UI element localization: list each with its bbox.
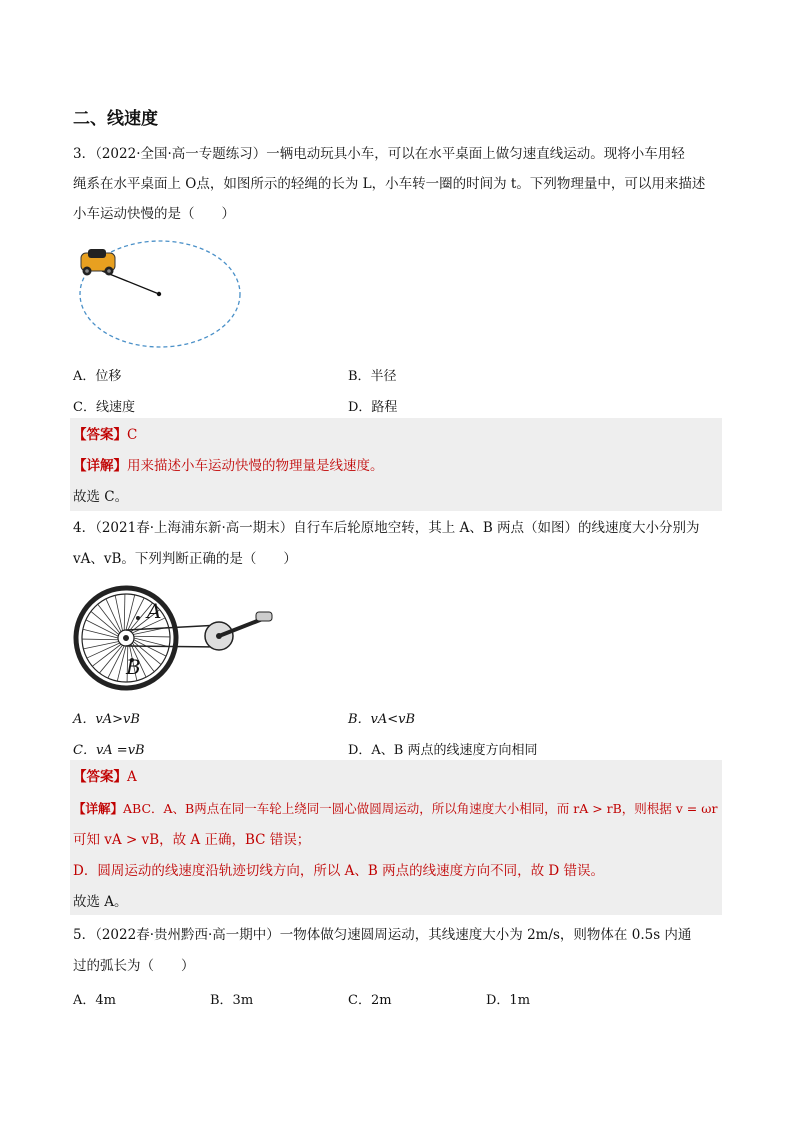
wheel-spoke [134,636,170,637]
answer-tag: 【答案】 [73,769,127,785]
q3-conclusion: 故选 C。 [73,489,129,505]
label-a: A [147,599,162,623]
answer-tag: 【答案】 [73,427,127,443]
q4-option-d: D．A、B 两点的线速度方向相同 [348,743,538,758]
q4-answer [73,767,137,787]
answer-value: A [127,769,137,785]
toy-car-icon [81,249,115,276]
wheel-spoke [92,644,121,666]
wheel-spoke [106,599,121,632]
q4-detail-3: D．圆周运动的线速度沿轨迹切线方向，所以 A、B 两点的线速度方向不同，故 D 错误。 [73,863,604,879]
wheel-spoke [98,604,120,633]
wheel-spoke [82,639,118,640]
q3-line-1: 3．（2022·全国·高一专题练习）一辆电动玩具小车，可以在水平桌面上做匀速直线运动。现将小车用轻 [73,146,685,162]
q4-detail-1 [73,799,717,819]
q3-option-d: D．路程 [348,400,398,415]
chain-bottom [126,646,220,647]
q4-conclusion: 故选 A。 [73,894,128,910]
q5-option-d: D．1m [486,993,531,1008]
wheel-spoke [115,595,122,630]
toy-car-circle-figure [72,238,248,354]
wheel-spoke [124,594,125,630]
wheel-spoke [83,641,118,648]
detail-text-1: ABC．A、B两点在同一车轮上绕同一圆心做圆周运动，所以角速度大小相同，而 rA > rB，则根据 v = ωr [123,801,718,816]
q5-option-a: A．4m [73,993,116,1008]
q4-line-2: vA、vB。下列判断正确的是（ ） [73,551,297,567]
q3-line-2: 绳系在水平桌面上 O点，如图所示的轻绳的长为 L，小车转一圈的时间为 t。下列物理量中，可以用来描述 [73,176,706,192]
label-b: B [126,655,141,679]
q3-answer [73,425,137,445]
q4-line-1: 4．（2021春·上海浦东新·高一期末）自行车后轮原地空转，其上 A、B 两点（如图）的线速度大小分别为 [73,520,700,536]
detail-text: 用来描述小车运动快慢的物理量是线速度。 [127,458,384,474]
q4-detail-2: 可知 vA > vB，故 A 正确，BC 错误； [73,832,311,848]
q3-option-b: B．半径 [348,369,397,384]
q5-line-2: 过的弧长为（ ） [73,958,195,974]
bicycle-wheel-figure [70,585,275,695]
q4-option-b: B．vA<vB [348,712,416,727]
section-title: 二、线速度 [73,109,158,129]
q5-option-b: B．3m [210,993,254,1008]
q4-option-c: C．vA =vB [73,743,145,758]
wheel-spoke [99,645,122,673]
wheel-spoke [87,643,120,658]
answer-value: C [127,427,138,443]
q3-line-3: 小车运动快慢的是（ ） [73,206,235,222]
detail-tag: 【详解】 [73,458,127,474]
wheel-spoke [91,611,119,634]
q5-line-1: 5．（2022春·贵州黔西·高一期中）一物体做匀速圆周运动，其线速度大小为 2m/s，则物体在 0.5s 内通 [73,927,692,943]
q3-option-c: C．线速度 [73,400,135,415]
q3-option-a: A．位移 [73,369,122,384]
detail-tag: 【详解】 [73,801,124,816]
q5-option-c: C．2m [348,993,392,1008]
pedal-icon [256,612,272,621]
point-a [136,616,140,620]
q3-detail [73,456,384,476]
center-point-o [157,292,161,296]
q4-option-a: A．vA>vB [73,712,140,727]
